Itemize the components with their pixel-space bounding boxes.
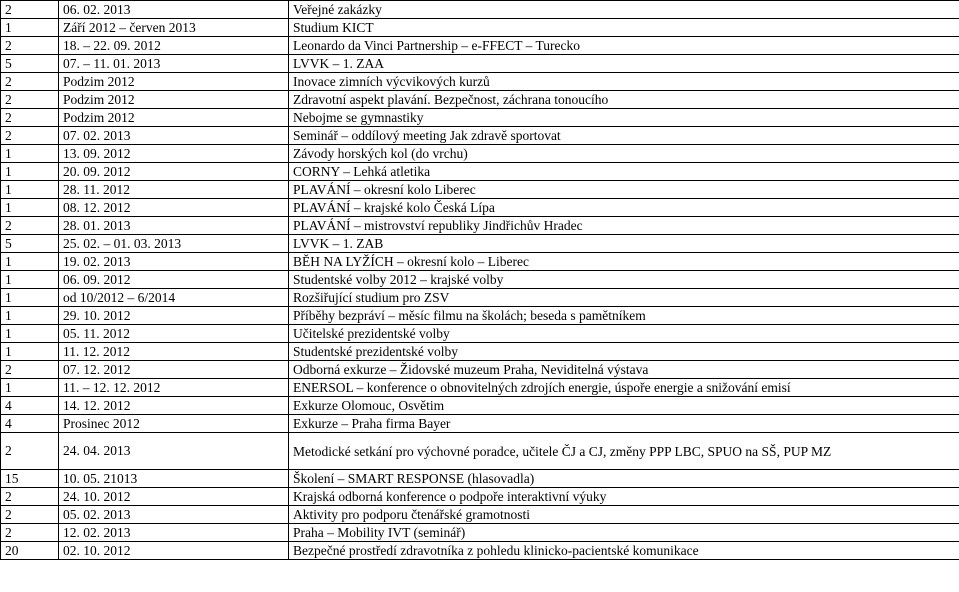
participants-cell: 2 [1,109,59,127]
participants-cell: 1 [1,289,59,307]
event-cell: Příběhy bezpráví – měsíc filmu na školách; beseda s pamětníkem [289,307,959,325]
event-cell: Odborná exkurze – Židovské muzeum Praha, Neviditelná výstava [289,361,959,379]
event-cell: Exkurze Olomouc, Osvětim [289,397,959,415]
event-cell: Praha – Mobility IVT (seminář) [289,524,959,542]
date-cell: 19. 02. 2013 [59,253,289,271]
event-cell: Leonardo da Vinci Partnership – e-FFECT – Turecko [289,37,959,55]
participants-cell: 5 [1,235,59,253]
date-cell: 18. – 22. 09. 2012 [59,37,289,55]
participants-cell: 2 [1,217,59,235]
table-row [1,415,959,433]
date-cell: 06. 02. 2013 [59,1,289,19]
date-cell: Prosinec 2012 [59,415,289,433]
date-cell: 14. 12. 2012 [59,397,289,415]
event-cell: Bezpečné prostředí zdravotníka z pohledu klinicko-pacientské komunikace [289,542,959,560]
date-cell: 29. 10. 2012 [59,307,289,325]
participants-cell: 2 [1,433,59,470]
event-cell: PLAVÁNÍ – mistrovství republiky Jindřichův Hradec [289,217,959,235]
event-cell: Inovace zimních výcvikových kurzů [289,73,959,91]
table-row [1,235,959,253]
event-cell: Veřejné zakázky [289,1,959,19]
date-cell: 24. 10. 2012 [59,488,289,506]
table-row [1,163,959,181]
participants-cell: 1 [1,325,59,343]
participants-cell: 1 [1,163,59,181]
event-cell: LVVK – 1. ZAB [289,235,959,253]
date-cell: 10. 05. 21013 [59,470,289,488]
participants-cell: 2 [1,361,59,379]
table-row [1,109,959,127]
event-cell: Studentské prezidentské volby [289,343,959,361]
participants-cell: 1 [1,343,59,361]
table-row [1,361,959,379]
participants-cell: 1 [1,145,59,163]
participants-cell: 15 [1,470,59,488]
participants-cell: 1 [1,19,59,37]
event-cell: BĚH NA LYŽÍCH – okresní kolo – Liberec [289,253,959,271]
event-cell: Rozšiřující studium pro ZSV [289,289,959,307]
event-cell: CORNY – Lehká atletika [289,163,959,181]
event-cell: Krajská odborná konference o podpoře interaktivní výuky [289,488,959,506]
table-row [1,343,959,361]
participants-cell: 1 [1,307,59,325]
table-row [1,127,959,145]
participants-cell: 2 [1,127,59,145]
event-cell: LVVK – 1. ZAA [289,55,959,73]
table-row [1,181,959,199]
table-row [1,37,959,55]
participants-cell: 2 [1,488,59,506]
event-cell: Seminář – oddílový meeting Jak zdravě sportovat [289,127,959,145]
event-cell: Zdravotní aspekt plavání. Bezpečnost, záchrana tonoucího [289,91,959,109]
event-cell: PLAVÁNÍ – okresní kolo Liberec [289,181,959,199]
date-cell: 20. 09. 2012 [59,163,289,181]
date-cell: 13. 09. 2012 [59,145,289,163]
participants-cell: 2 [1,91,59,109]
participants-cell: 4 [1,397,59,415]
event-cell: Studium KICT [289,19,959,37]
event-cell: PLAVÁNÍ – krajské kolo Česká Lípa [289,199,959,217]
date-cell: 05. 11. 2012 [59,325,289,343]
event-cell: Exkurze – Praha firma Bayer [289,415,959,433]
date-cell: 06. 09. 2012 [59,271,289,289]
table-row [1,470,959,488]
table-row [1,488,959,506]
date-cell: 12. 02. 2013 [59,524,289,542]
date-cell: 11. – 12. 12. 2012 [59,379,289,397]
table-row [1,145,959,163]
event-cell: Školení – SMART RESPONSE (hlasovadla) [289,470,959,488]
participants-cell: 2 [1,524,59,542]
table-row [1,55,959,73]
date-cell: 05. 02. 2013 [59,506,289,524]
table-row [1,325,959,343]
participants-cell: 1 [1,379,59,397]
table-row [1,1,959,19]
table-row [1,433,959,470]
table-row [1,307,959,325]
table-row [1,271,959,289]
event-cell: Závody horských kol (do vrchu) [289,145,959,163]
table-row [1,19,959,37]
participants-cell: 1 [1,199,59,217]
participants-cell: 20 [1,542,59,560]
date-cell: 07. 02. 2013 [59,127,289,145]
date-cell: Podzim 2012 [59,91,289,109]
event-cell: Aktivity pro podporu čtenářské gramotnosti [289,506,959,524]
table-row [1,524,959,542]
participants-cell: 4 [1,415,59,433]
table-row [1,217,959,235]
date-cell: Září 2012 – červen 2013 [59,19,289,37]
date-cell: 28. 01. 2013 [59,217,289,235]
table-row [1,73,959,91]
table-row [1,199,959,217]
date-cell: Podzim 2012 [59,73,289,91]
participants-cell: 1 [1,253,59,271]
table-row [1,253,959,271]
table-row [1,289,959,307]
date-cell: Podzim 2012 [59,109,289,127]
date-cell: 08. 12. 2012 [59,199,289,217]
event-cell: Učitelské prezidentské volby [289,325,959,343]
date-cell: od 10/2012 – 6/2014 [59,289,289,307]
table-row [1,506,959,524]
participants-cell: 2 [1,37,59,55]
participants-cell: 5 [1,55,59,73]
event-cell: Studentské volby 2012 – krajské volby [289,271,959,289]
table-body [1,1,959,560]
date-cell: 11. 12. 2012 [59,343,289,361]
table-row [1,542,959,560]
event-cell: ENERSOL – konference o obnovitelných zdrojích energie, úspoře energie a snižování emisí [289,379,959,397]
participants-cell: 2 [1,73,59,91]
date-cell: 07. – 11. 01. 2013 [59,55,289,73]
table-row [1,91,959,109]
participants-cell: 2 [1,506,59,524]
date-cell: 25. 02. – 01. 03. 2013 [59,235,289,253]
participants-cell: 1 [1,271,59,289]
event-cell: Nebojme se gymnastiky [289,109,959,127]
event-cell: Metodické setkání pro výchovné poradce, učitele ČJ a CJ, změny PPP LBC, SPUO na SŠ, PUP MZ [289,433,959,470]
table-row [1,397,959,415]
participants-cell: 1 [1,181,59,199]
table-row [1,379,959,397]
date-cell: 28. 11. 2012 [59,181,289,199]
date-cell: 07. 12. 2012 [59,361,289,379]
date-cell: 02. 10. 2012 [59,542,289,560]
participants-cell: 2 [1,1,59,19]
date-cell: 24. 04. 2013 [59,433,289,470]
